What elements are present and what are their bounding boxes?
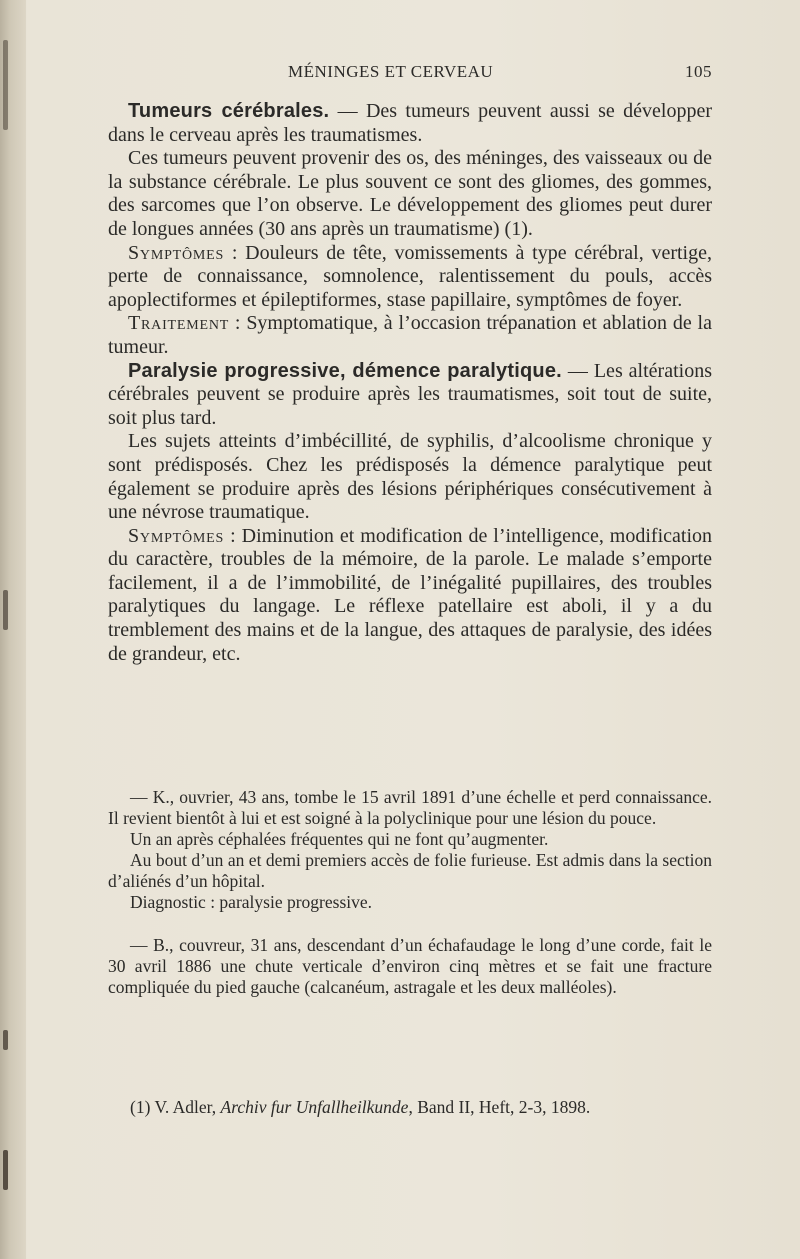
paragraph-paralysie-symptomes: [108, 525, 712, 667]
running-head: [108, 62, 712, 86]
paragraph-text: : Diminution et modification de l’intelligence, modification du caractère, troubles de la mémoire, de la parole. Le malade s’emporte facilement, il a de l’immobilité, de l’inégalité pupillaires, des troubles paralytiques du langage. Le réflexe patellaire est aboli, il y a du tremblement des mains et de la langue, des attaques de paralysie, des idées de grandeur, etc.: [108, 524, 712, 665]
paragraph-tumeurs-origin: Ces tumeurs peuvent provenir des os, des méninges, des vaisseaux ou de la substance cérébrale. Le plus souvent ce sont des gliomes, des gommes, des sarcomes que l’on observe. Le développement des gliomes peut durer de longues années (30 ans après un traumatisme) (1).: [108, 147, 712, 240]
case-k-paragraph-1: — K., ouvrier, 43 ans, tombe le 15 avril 1891 d’une échelle et perd connaissance. Il revient bientôt à lui et est soigné à la polyclinique pour une lésion du pouce.: [108, 787, 712, 828]
paragraph-text: : Douleurs de tête, vomissements à type cérébral, vertige, perte de connaissance, somnolence, ralentissement du pouls, accès apoplectiformes et épileptiformes, stase papillaire, symptômes de foyer.: [108, 241, 712, 311]
footnote: [108, 1097, 712, 1118]
paragraph-paralysie-intro: [108, 360, 712, 431]
paragraph-tumeurs-symptomes: [108, 242, 712, 313]
paragraph-text: — Les altérations cérébrales peuvent se produire après les traumatismes, soit tout de suite, soit plus tard.: [108, 359, 712, 429]
running-head-title: MÉNINGES ET CERVEAU: [288, 62, 494, 81]
paragraph-text: : Symptomatique, à l’occasion trépanation et ablation de la tumeur.: [108, 312, 712, 358]
paragraph-tumeurs-traitement: [108, 312, 712, 359]
binding-shadow: [3, 40, 8, 130]
label-symptomes: Symptômes: [128, 524, 225, 547]
page-binding-edge: [0, 0, 26, 1259]
binding-shadow: [3, 1150, 8, 1190]
footnote-journal: Archiv fur Unfallheilkunde: [220, 1097, 409, 1117]
case-reports: [108, 787, 712, 998]
case-b-paragraph-1: — B., couvreur, 31 ans, descendant d’un échafaudage le long d’une corde, fait le 30 avril 1886 une chute verticale d’environ cinq mètres et se fait une fracture compliquée du pied gauche (calcanéum, astragale et les deux malléoles).: [108, 935, 712, 997]
label-symptomes: Symptômes: [128, 241, 225, 264]
binding-shadow: [3, 1030, 8, 1050]
footnote-text: [108, 1097, 712, 1118]
main-text: [108, 100, 712, 666]
section-title-tumeurs: Tumeurs cérébrales.: [128, 100, 330, 122]
paragraph-tumeurs-intro: [108, 100, 712, 147]
section-title-paralysie: Paralysie progressive, démence paralytique.: [128, 359, 562, 382]
case-k-paragraph-3: Au bout d’un an et demi premiers accès de folie furieuse. Est admis dans la section d’aliénés d’un hôpital.: [108, 850, 712, 891]
footnote-marker: (1) V. Adler,: [130, 1097, 221, 1117]
label-traitement: Traitement: [128, 312, 230, 335]
paragraph-paralysie-predisposition: Les sujets atteints d’imbécillité, de syphilis, d’alcoolisme chronique y sont prédisposés. Chez les prédisposés la démence paralytique peut également se produire après des lésions périphériques consécutivement à une névrose traumatique.: [108, 430, 712, 524]
case-k-diagnostic: Diagnostic : paralysie progressive.: [130, 892, 373, 912]
spacer: [108, 913, 712, 935]
footnote-rest: , Band II, Heft, 2-3, 1898.: [408, 1097, 591, 1117]
page-number: 105: [685, 62, 712, 81]
binding-shadow: [3, 590, 8, 630]
paragraph-text: — Des tumeurs peuvent aussi se développer dans le cerveau après les traumatismes.: [108, 100, 712, 146]
case-k-paragraph-2: Un an après céphalées fréquentes qui ne font qu’augmenter.: [130, 829, 549, 849]
